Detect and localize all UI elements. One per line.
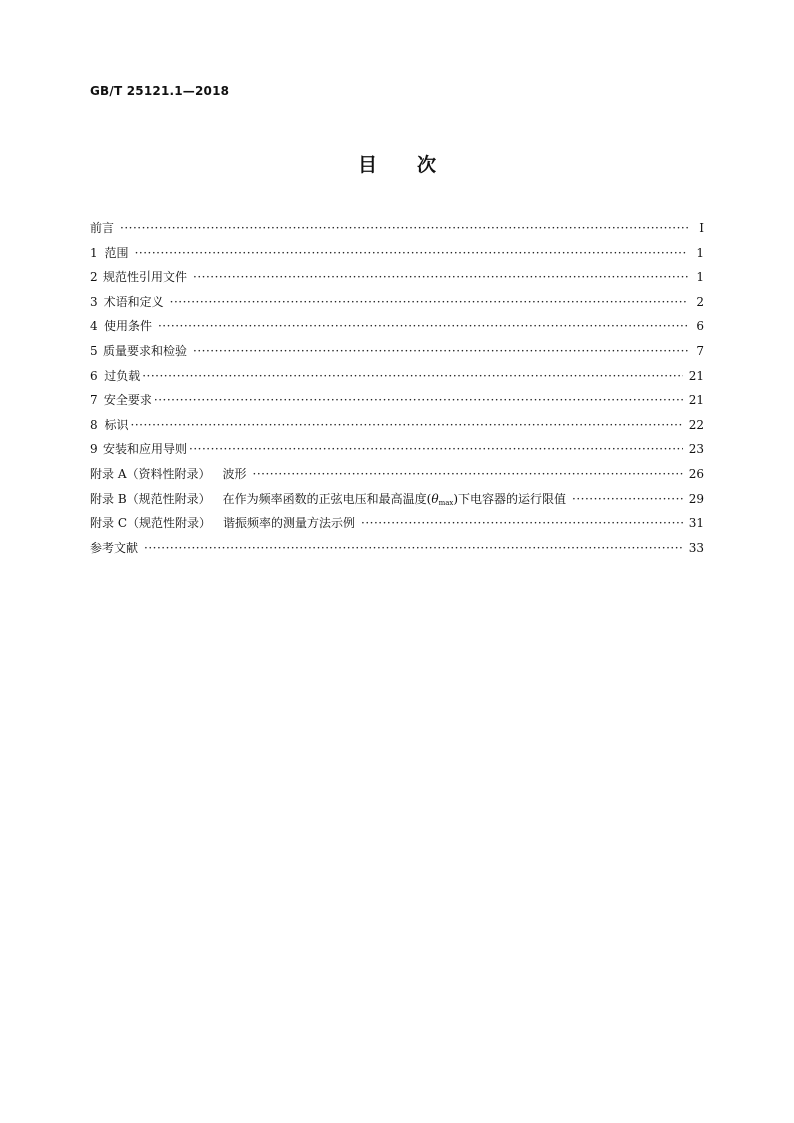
toc-row-references[interactable] xyxy=(90,536,704,561)
toc-label: 规范性引用文件 xyxy=(103,270,188,285)
toc-page: 21 xyxy=(688,393,704,408)
toc-page: 7 xyxy=(696,343,704,358)
toc-number: 2 xyxy=(90,270,98,285)
toc-row-5[interactable] xyxy=(90,339,704,364)
toc-page: 1 xyxy=(696,245,704,260)
toc-page: 2 xyxy=(696,294,704,309)
toc-page: 31 xyxy=(688,516,704,531)
toc-page: 6 xyxy=(696,319,704,334)
theta-symbol: θ xyxy=(431,491,439,506)
annex-designation: 附录 A（资料性附录） xyxy=(90,466,211,481)
dot-leader xyxy=(142,364,683,389)
annex-title: 谐振频率的测量方法示例 xyxy=(223,516,356,531)
dot-leader xyxy=(120,216,688,241)
dot-leader xyxy=(361,511,683,536)
annex-designation: 附录 C（规范性附录） xyxy=(90,516,211,531)
toc-row-annex-c[interactable] xyxy=(90,511,704,536)
toc-page: Ⅰ xyxy=(699,221,704,235)
dot-leader xyxy=(193,339,688,364)
table-of-contents xyxy=(90,216,704,560)
toc-row-annex-b[interactable] xyxy=(90,487,704,512)
toc-label: 标识 xyxy=(104,417,129,432)
subscript-max: max xyxy=(438,498,454,507)
toc-row-8[interactable] xyxy=(90,413,704,438)
toc-page: 33 xyxy=(688,540,704,555)
toc-row-7[interactable] xyxy=(90,388,704,413)
toc-row-annex-a[interactable] xyxy=(90,462,704,487)
annex-designation: 附录 B（规范性附录） xyxy=(90,491,211,506)
toc-label: 范围 xyxy=(104,245,129,260)
toc-number: 7 xyxy=(90,393,98,408)
dot-leader xyxy=(154,388,683,413)
toc-label: 安装和应用导则 xyxy=(102,442,187,457)
page-title: 目次 xyxy=(357,154,476,176)
toc-page: 21 xyxy=(688,368,704,383)
toc-number: 6 xyxy=(90,368,98,383)
toc-label: 术语和定义 xyxy=(103,294,164,309)
toc-number: 4 xyxy=(90,319,98,334)
toc-label: 使用条件 xyxy=(103,319,152,334)
toc-label: 参考文献 xyxy=(90,540,139,555)
annex-title: 波形 xyxy=(222,466,247,481)
toc-label: 前言 xyxy=(90,221,115,235)
toc-number: 9 xyxy=(90,442,98,457)
toc-page: 1 xyxy=(696,270,704,285)
annex-title-post: )下电容器的运行限值 xyxy=(453,491,567,506)
toc-row-4[interactable] xyxy=(90,314,704,339)
dot-leader xyxy=(253,462,683,487)
dot-leader xyxy=(135,241,688,266)
toc-label: 质量要求和检验 xyxy=(103,343,188,358)
toc-label: 过负载 xyxy=(104,368,141,383)
dot-leader xyxy=(131,413,683,438)
toc-row-foreword[interactable] xyxy=(90,216,704,241)
dot-leader xyxy=(193,265,688,290)
toc-page: 23 xyxy=(688,442,704,457)
toc-label: 安全要求 xyxy=(103,393,152,408)
standard-code: GB/T 25121.1—2018 xyxy=(90,84,230,98)
toc-row-3[interactable] xyxy=(90,290,704,315)
toc-number: 3 xyxy=(90,294,98,309)
dot-leader xyxy=(189,437,683,462)
toc-page: 22 xyxy=(688,417,704,432)
dot-leader xyxy=(158,314,688,339)
toc-row-1[interactable] xyxy=(90,241,704,266)
dot-leader xyxy=(170,290,688,315)
toc-row-2[interactable] xyxy=(90,265,704,290)
dot-leader xyxy=(144,536,683,561)
toc-number: 1 xyxy=(90,245,98,260)
toc-number: 8 xyxy=(90,417,98,432)
toc-row-9[interactable] xyxy=(90,437,704,462)
annex-title-pre: 在作为频率函数的正弦电压和最高温度( xyxy=(222,491,432,506)
toc-page: 26 xyxy=(688,466,704,481)
toc-label xyxy=(90,511,355,536)
dot-leader xyxy=(572,487,683,512)
toc-row-6[interactable] xyxy=(90,364,704,389)
toc-label xyxy=(90,462,247,487)
toc-page: 29 xyxy=(688,491,704,506)
toc-number: 5 xyxy=(90,343,98,358)
